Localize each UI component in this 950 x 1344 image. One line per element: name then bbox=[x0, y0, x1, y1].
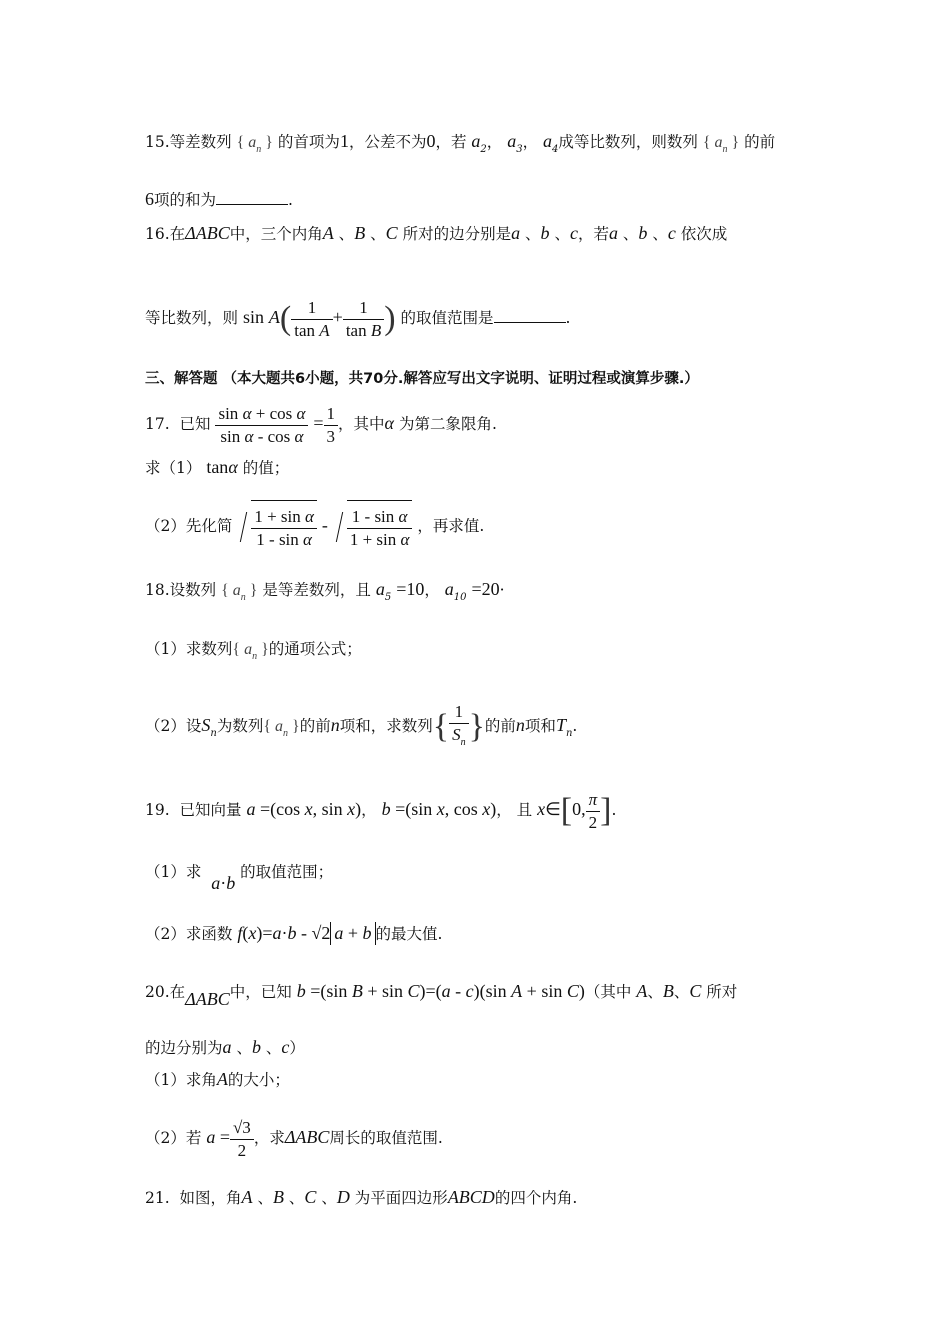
answer-blank-16[interactable] bbox=[494, 308, 566, 323]
problem-18-q1: （1）求数列{ $a_n$ }的通项公式； bbox=[145, 640, 362, 662]
problem-19-line1: 19. 已知向量 a =(cos x, sin x)， b =(sin x, cos x)， 且 x∈[0, $\frac{\pi}{2}$ ]. bbox=[145, 789, 617, 832]
problem-20-q2: （2）若 a = $\frac{√3}{2}$ ，求ΔABC周长的取值范围. bbox=[145, 1117, 443, 1160]
problem-15-line1: 15.等差数列 { $a_n$ } 的首项为1，公差不为0，若 $a_2$， $a_3$， $a_4$成等比数列，则数列 { $a_n$ } 的前 bbox=[145, 130, 890, 161]
problem-20-line1: 20.在ΔABC中，已知 b =(sin B + sin C)=(a - c)(sin A + sin C)（其中 A、B、C 所对 bbox=[145, 981, 738, 1009]
problem-15-line2: 6项的和为 . bbox=[145, 189, 293, 209]
answer-blank-15[interactable] bbox=[216, 190, 288, 205]
problem-18-line1: 18.设数列 { $a_n$ } 是等差数列，且 $a_5 =10$， $a_{10} =20\cdot$ bbox=[145, 579, 505, 603]
problem-17-line1: 17. 已知 $\frac{\text{sin α + cos α}}{\text{sin α - cos α}}$ = $\frac{1}{3}$ ，其中α 为第二象限角. bbox=[145, 403, 497, 446]
problem-17-q2: （2）先化简 $\frac{\text{1 + sin α}}{\text{1 - sin α}}$ - $\frac{\text{1 - sin α}}{\text{1 + sin α}}$ ，再求值. bbox=[145, 498, 890, 555]
problem-19-q1: （1）求 a·b 的取值范围； bbox=[145, 863, 334, 893]
section-heading: 三、解答题 （本大题共6小题，共70分.解答应写出文字说明、证明过程或演算步骤.） bbox=[145, 371, 699, 387]
problem-21-line1: 21. 如图，角A 、B 、C 、D 为平面四边形ABCD的四个内角. bbox=[145, 1187, 578, 1207]
problem-16-line1: 16.在ΔABC中，三个内角A 、B 、C 所对的边分别是a 、b 、c，若a 、b 、c 依次成 bbox=[145, 223, 728, 243]
problem-20-q1: （1）求角A的大小； bbox=[145, 1069, 290, 1089]
problem-20-line2: 的边分别为a 、b 、c） bbox=[145, 1037, 305, 1057]
sequence-an: { $a_n$ } bbox=[236, 134, 273, 155]
problem-17-q1: 求（1） tanα 的值； bbox=[145, 457, 290, 477]
problem-19-q2: （2）求函数 f(x)=a·b - √2 a + b 的最大值. bbox=[145, 923, 443, 943]
problem-16-line2: 等比数列，则 sin A( $\frac{1}{\text{tan A}}$ + $\frac{1}{\text{tan B}}$ ) 的取值范围是 . bbox=[145, 297, 571, 340]
problem-18-q2: （2）设$S_n$为数列{ $a_n$ }的前n项和，求数列{ $\frac{1}{S_n}$ }的前n项和$T_n$. bbox=[145, 701, 578, 748]
